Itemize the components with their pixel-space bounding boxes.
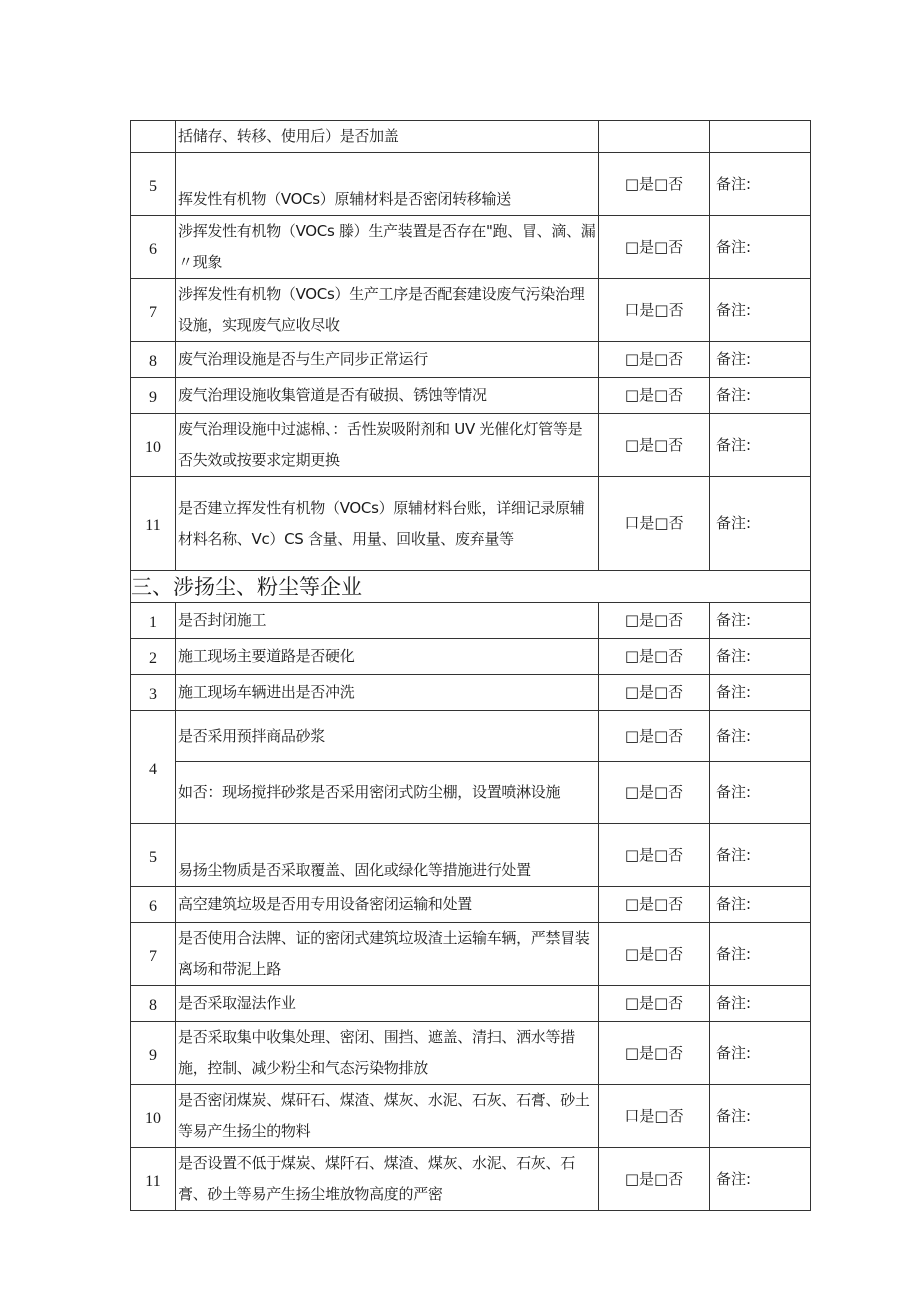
remark-label: 备注:	[710, 887, 811, 923]
remark-label: 备注:	[710, 1022, 811, 1085]
row-number	[131, 121, 176, 153]
table-row	[131, 342, 811, 378]
question-text: 是否采用预拌商品砂浆	[176, 711, 599, 762]
table-row	[131, 414, 811, 477]
yes-no-cell	[599, 121, 710, 153]
remark-label: 备注:	[710, 711, 811, 762]
table-row	[131, 824, 811, 887]
yes-no-checkbox[interactable]: □是□否	[599, 216, 710, 279]
question-text: 是否采取集中收集处理、密闭、围挡、遮盖、清扫、洒水等措施，控制、减少粉尘和气态污染物排放	[176, 1022, 599, 1085]
section-header-row	[131, 571, 811, 603]
section-title: 三、涉扬尘、粉尘等企业	[131, 571, 811, 603]
inspection-checklist-table	[130, 120, 811, 1211]
row-number: 7	[131, 279, 176, 342]
yes-no-checkbox[interactable]: □是□否	[599, 153, 710, 216]
table-row	[131, 762, 811, 824]
table-row	[131, 887, 811, 923]
row-number: 10	[131, 414, 176, 477]
remark-label: 备注:	[710, 762, 811, 824]
yes-no-checkbox[interactable]: □是□否	[599, 923, 710, 986]
remark-label: 备注:	[710, 824, 811, 887]
question-text: 是否建立挥发性有机物（VOCs）原辅材料台账，详细记录原辅材料名称、Vc）CS 含量、用量、回收量、废弃量等	[176, 477, 599, 571]
table-row	[131, 639, 811, 675]
remark-label: 备注:	[710, 1085, 811, 1148]
row-number: 11	[131, 477, 176, 571]
yes-no-checkbox[interactable]: □是□否	[599, 1022, 710, 1085]
table-row	[131, 1148, 811, 1211]
table-row	[131, 1022, 811, 1085]
question-text: 废气治理设施中过滤棉、：舌性炭吸附剂和 UV 光催化灯管等是否失效或按要求定期更换	[176, 414, 599, 477]
yes-no-checkbox[interactable]: □是□否	[599, 342, 710, 378]
table-row	[131, 923, 811, 986]
row-number: 11	[131, 1148, 176, 1211]
question-text: 挥发性有机物（VOCs）原辅材料是否密闭转移输送	[176, 153, 599, 216]
remark-label: 备注:	[710, 603, 811, 639]
question-text: 高空建筑垃圾是否用专用设备密闭运输和处置	[176, 887, 599, 923]
remark-label: 备注:	[710, 986, 811, 1022]
question-text: 是否设置不低于煤炭、煤阡石、煤渣、煤灰、水泥、石灰、石膏、砂土等易产生扬尘堆放物高度的严密	[176, 1148, 599, 1211]
table-row	[131, 986, 811, 1022]
remark-label: 备注:	[710, 639, 811, 675]
yes-no-checkbox[interactable]: □是□否	[599, 824, 710, 887]
question-text: 易扬尘物质是否采取覆盖、固化或绿化等措施进行处置	[176, 824, 599, 887]
yes-no-checkbox[interactable]: 口是□否	[599, 279, 710, 342]
row-number: 7	[131, 923, 176, 986]
remark-label: 备注:	[710, 1148, 811, 1211]
row-number: 5	[131, 824, 176, 887]
question-text: 涉挥发性有机物（VOCs）生产工序是否配套建设废气污染治理设施，实现废气应收尽收	[176, 279, 599, 342]
table-row	[131, 675, 811, 711]
question-text: 涉挥发性有机物（VOCs 滕）生产装置是否存在"跑、冒、滴、漏〃现象	[176, 216, 599, 279]
yes-no-checkbox[interactable]: □是□否	[599, 887, 710, 923]
yes-no-checkbox[interactable]: □是□否	[599, 414, 710, 477]
row-number: 8	[131, 342, 176, 378]
question-text: 是否密闭煤炭、煤矸石、煤渣、煤灰、水泥、石灰、石膏、砂土等易产生扬尘的物料	[176, 1085, 599, 1148]
remark-cell	[710, 121, 811, 153]
question-text: 施工现场主要道路是否硬化	[176, 639, 599, 675]
question-text: 废气治理设施是否与生产同步正常运行	[176, 342, 599, 378]
question-text: 施工现场车辆进出是否冲洗	[176, 675, 599, 711]
remark-label: 备注:	[710, 923, 811, 986]
row-number: 6	[131, 216, 176, 279]
row-number: 10	[131, 1085, 176, 1148]
yes-no-checkbox[interactable]: 口是□否	[599, 1085, 710, 1148]
question-text: 是否封闭施工	[176, 603, 599, 639]
question-subtext: 如否：现场搅拌砂浆是否采用密闭式防尘棚，设置喷淋设施	[176, 762, 599, 824]
remark-label: 备注:	[710, 153, 811, 216]
row-number: 9	[131, 1022, 176, 1085]
yes-no-checkbox[interactable]: □是□否	[599, 603, 710, 639]
yes-no-checkbox[interactable]: □是□否	[599, 675, 710, 711]
row-number: 6	[131, 887, 176, 923]
remark-label: 备注:	[710, 342, 811, 378]
row-number: 3	[131, 675, 176, 711]
table-row	[131, 279, 811, 342]
yes-no-checkbox[interactable]: □是□否	[599, 986, 710, 1022]
remark-label: 备注:	[710, 414, 811, 477]
question-text: 括储存、转移、使用后）是否加盖	[176, 121, 599, 153]
question-text: 是否使用合法牌、证的密闭式建筑垃圾渣土运输车辆，严禁冒装离场和带泥上路	[176, 923, 599, 986]
remark-label: 备注:	[710, 378, 811, 414]
row-number: 5	[131, 153, 176, 216]
row-number: 8	[131, 986, 176, 1022]
row-number: 9	[131, 378, 176, 414]
remark-label: 备注:	[710, 477, 811, 571]
yes-no-checkbox[interactable]: 口是□否	[599, 477, 710, 571]
row-number: 1	[131, 603, 176, 639]
remark-label: 备注:	[710, 675, 811, 711]
table-row	[131, 153, 811, 216]
remark-label: 备注:	[710, 279, 811, 342]
table-row	[131, 711, 811, 762]
table-row	[131, 216, 811, 279]
question-text: 是否采取湿法作业	[176, 986, 599, 1022]
table-row	[131, 1085, 811, 1148]
table-row	[131, 378, 811, 414]
remark-label: 备注:	[710, 216, 811, 279]
table-row	[131, 603, 811, 639]
yes-no-checkbox[interactable]: □是□否	[599, 711, 710, 762]
row-number: 4	[131, 711, 176, 824]
question-text: 废气治理设施收集管道是否有破损、锈蚀等情况	[176, 378, 599, 414]
table-row	[131, 121, 811, 153]
row-number: 2	[131, 639, 176, 675]
yes-no-checkbox[interactable]: □是□否	[599, 378, 710, 414]
yes-no-checkbox[interactable]: □是□否	[599, 762, 710, 824]
yes-no-checkbox[interactable]: □是□否	[599, 639, 710, 675]
table-row	[131, 477, 811, 571]
yes-no-checkbox[interactable]: □是□否	[599, 1148, 710, 1211]
